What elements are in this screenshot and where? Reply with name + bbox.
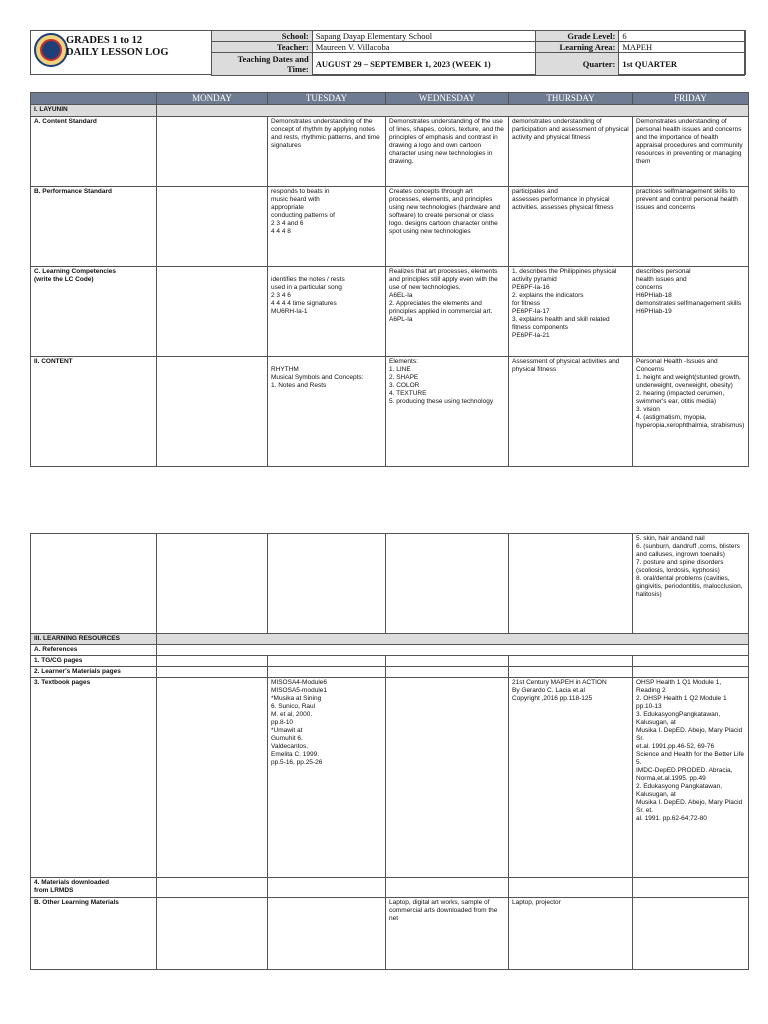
table-row [31,267,749,357]
table-row [31,357,749,467]
cell-tuesday: responds to beats in music heard with appropriate conducting patterns of 2 3 4 and 6 4 4 4 8 [268,187,386,267]
table-row [31,117,749,187]
cell-tuesday [268,656,386,667]
cell-thursday: participates and assesses performance in physical activities. assesses physical fitness [509,187,633,267]
school-value: Sapang Dayap Elementary School [312,31,535,42]
lesson-log-table-page-2 [30,533,749,970]
cell-thursday [509,667,633,678]
cell-thursday: demonstrates understanding of participation and assessment of physical activity and physical fitness [509,117,633,187]
cell-monday [157,187,268,267]
cell-wednesday [386,656,509,667]
cell-thursday [509,534,633,634]
cell-friday: Personal Health -Issues and Concerns 1. height and weight(stunted growth, underweight, overweight, obesity) 2. hearing (impacted cerumen, swimmer's ear, otitis media) 3. vision 4. (astigmatism, myopia, hyperopia,xerophthalmia, strabismus) [633,357,749,467]
teacher-value: Maureen V. Villacoba [312,42,535,53]
area-label: Learning Area: [535,42,619,53]
cell-monday [157,898,268,970]
deped-seal-icon [34,33,68,67]
cell-wednesday: Elements: 1. LINE 2. SHAPE 3. COLOR 4. TEXTURE 5. producing these using technology [386,357,509,467]
section-row [31,634,749,645]
cell-tuesday: MISOSA4-Module6 MISOSA5-module1 *Musika at Sining 6. Sunico, Raul M. et al, 2000. pp.8-10 *Umawit at Gumuhit 6. Valdecantos, Emelita C. 1999. pp.5-16, pp.25-26 [268,678,386,878]
header-box [30,30,746,75]
cell-friday [633,878,749,898]
cell-wednesday: Realizes that art processes, elements and principles still apply even with the use of new technologies. A6EL-Ia 2. Appreciates the elements and principles applied in commercial art. A6PL-Ia [386,267,509,357]
cell-wednesday: Creates concepts through art processes, elements, and principles using new technologies (hardware and software) to create personal or class logo. designs cartoon character onthe spot using new technologies [386,187,509,267]
cell-thursday: 21st Century MAPEH in ACTION By Gerardo C. Lacia et.al Copyright ,2016 pp.118-125 [509,678,633,878]
grade-value: 6 [619,31,745,42]
row-label: 3. Textbook pages [31,678,157,878]
cell-friday [633,898,749,970]
row-label: 1. TG/CG pages [31,656,157,667]
quarter-value: 1st QUARTER [619,53,745,76]
lesson-log-table-page-1 [30,92,749,467]
cell-monday [157,534,268,634]
cell-monday [157,667,268,678]
cell-thursday: Assessment of physical activities and physical fitness [509,357,633,467]
cell-friday: practices selfmanagement skills to prevent and control personal health issues and concerns [633,187,749,267]
title-line-2: DAILY LESSON LOG [66,47,169,58]
table-row [31,678,749,878]
corner-cell [31,93,157,105]
cell-wednesday [386,534,509,634]
grade-label: Grade Level: [535,31,619,42]
cell-monday [157,357,268,467]
cell-friday: Demonstrates understanding of personal health issues and concerns and the importance of health appraisal procedures and community resources in preventing or managing them [633,117,749,187]
teacher-label: Teacher: [212,42,313,53]
quarter-label: Quarter: [535,53,619,76]
cell-monday [157,656,268,667]
cell-friday: describes personal health issues and concerns H6PHIab-18 demonstrates selfmanagement skills H6PHIab-19 [633,267,749,357]
day-monday: MONDAY [157,93,268,105]
cell-friday [633,656,749,667]
section-band [157,105,749,117]
row-label: II. CONTENT [31,357,157,467]
table-row [31,667,749,678]
area-value: MAPEH [619,42,745,53]
cell-friday [633,667,749,678]
table-row [31,878,749,898]
row-label: A. Content Standard [31,117,157,187]
cell-monday [157,117,268,187]
cell-tuesday [268,878,386,898]
header-info-table [211,30,745,76]
table-row [31,187,749,267]
table-row [31,645,749,656]
school-label: School: [212,31,313,42]
cell-wednesday [386,678,509,878]
dates-value: AUGUST 29 – SEPTEMBER 1, 2023 (WEEK 1) [312,53,535,76]
title-line-1: GRADES 1 to 12 [66,35,143,46]
day-header-row [31,93,749,105]
cell-thursday: Laptop, projector [509,898,633,970]
row-label: B. Performance Standard [31,187,157,267]
cell-tuesday [268,898,386,970]
day-thursday: THURSDAY [509,93,633,105]
table-row [31,898,749,970]
row-label: 2. Learner's Materials pages [31,667,157,678]
row-label: A. References [31,645,157,656]
cell-tuesday: RHYTHM Musical Symbols and Concepts: 1. Notes and Rests [268,357,386,467]
day-wednesday: WEDNESDAY [386,93,509,105]
table-row [31,656,749,667]
row-label: C. Learning Competencies (write the LC Code) [31,267,157,357]
section-label-learning-resources: III. LEARNING RESOURCES [31,634,157,645]
cell-tuesday: identifies the notes / rests used in a particular song 2 3 4 6 4 4 4 4 time signatures MU6RH-Ia-1 [268,267,386,357]
cell-friday: OHSP Health 1 Q1 Module 1, Reading 2 2. OHSP Health 1 Q2 Module 1 pp.10-13 3. EdukasyongPangkatawan, Kalusugan, at Musika I. DepED. Abejo, Mary Placid Sr. et.al. 1991.pp.46-52, 69-76 Science and Health for the Better Life 5. IMDC-DepED.PRODED. Abracia, Norma,et.al.1995. pp.49 2. Edukasyong Pangkatawan, Kalusugan, at Musika I. DepED. Abejo, Mary Placid Sr. et. al. 1991. pp.62-64;72-80 [633,678,749,878]
cell-tuesday [268,667,386,678]
section-label-layunin: I. LAYUNIN [31,105,157,117]
row-label: B. Other Learning Materials [31,898,157,970]
dates-label: Teaching Dates and Time: [212,53,313,76]
cell-monday [157,878,268,898]
document-title [66,35,169,59]
cell-friday: 5. skin, hair andand nail 6. (sunburn, dandruff ,corns, blisters and calluses, ingrown toenails) 7. posture and spine disorders (scoliosis, lordosis, kyphosis) 8. oral/dental problems (cavities, gingivitis, periodontitis, malocclusion, halitosis) [633,534,749,634]
day-tuesday: TUESDAY [268,93,386,105]
cell-thursday: 1. describes the Philippines physical activity pyramid PE6PF-Ia-16 2. explains the indicators for fitness PE6PF-Ia-17 3. explains health and skill related fitness components PE6PF-Ia-21 [509,267,633,357]
references-cell [157,645,749,656]
cell-thursday [509,656,633,667]
cell-wednesday [386,667,509,678]
cell-monday [157,678,268,878]
section-row [31,105,749,117]
section-band [157,634,749,645]
cell-tuesday [268,534,386,634]
cell-tuesday: Demonstrates understanding of the concept of rhythm by applying notes and rests, rhythmic patterns, and time signatures [268,117,386,187]
cell-wednesday: Demonstrates understanding of the use of lines, shapes, colors, texture, and the principles of emphasis and contrast in drawing a logo and own cartoon character using new technologies in drawing. [386,117,509,187]
row-label [31,534,157,634]
cell-wednesday: Laptop, digital art works, sample of commercial arts downloaded from the net [386,898,509,970]
cell-monday [157,267,268,357]
row-label: 4. Materials downloaded from LRMDS [31,878,157,898]
table-row [31,534,749,634]
cell-thursday [509,878,633,898]
cell-wednesday [386,878,509,898]
day-friday: FRIDAY [633,93,749,105]
